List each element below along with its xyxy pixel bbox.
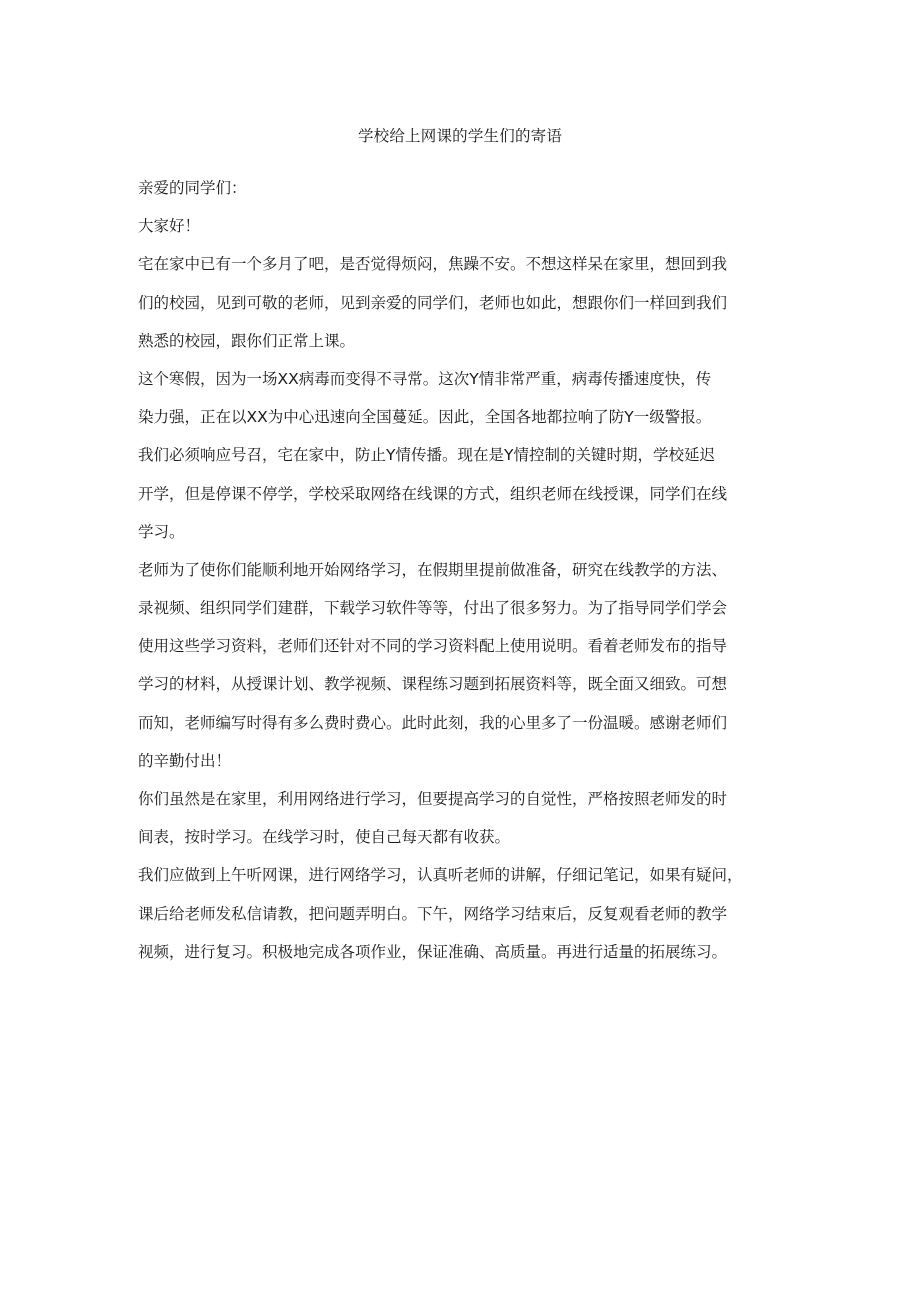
document-body (138, 170, 790, 972)
body-line: 老师为了使你们能顺利地开始网络学习，在假期里提前做准备，研究在线教学的方法、 (138, 560, 728, 579)
body-line: 而知，老师编写时得有多么费时费心。此时此刻，我的心里多了一份温暖。感谢老师们 (138, 713, 728, 732)
body-line: 视频，进行复习。积极地完成各项作业，保证准确、高质量。再进行适量的拓展练习。 (138, 942, 728, 961)
body-line: 的辛勤付出！ (138, 751, 232, 770)
document-title: 学校给上网课的学生们的寄语 (357, 127, 563, 145)
body-line: 宅在家中已有一个多月了吧，是否觉得烦闷，焦躁不安。不想这样呆在家里，想回到我 (138, 255, 728, 274)
body-line: 我们应做到上午听网课，进行网络学习，认真听老师的讲解，仔细记笔记，如果有疑问， (138, 866, 743, 885)
body-line: 你们虽然是在家里，利用网络进行学习，但要提高学习的自觉性，严格按照老师发的时 (138, 790, 728, 808)
body-line: 使用这些学习资料，老师们还针对不同的学习资料配上使用说明。看着老师发布的指导 (138, 637, 728, 656)
body-line: 开学，但是停课不停学，学校采取网络在线课的方式，组织老师在线授课，同学们在线 (138, 484, 728, 503)
body-line: 大家好！ (138, 217, 201, 236)
body-line: 学习的材料，从授课计划、教学视频、课程练习题到拓展资料等，既全面又细致。可想 (138, 675, 728, 694)
body-line: 课后给老师发私信请教，把问题弄明白。下午，网络学习结束后，反复观看老师的教学 (138, 904, 728, 923)
body-line: 们的校园，见到可敬的老师，见到亲爱的同学们，老师也如此，想跟你们一样回到我们 (138, 293, 728, 312)
body-line: 熟悉的校园，跟你们正常上课。 (138, 331, 356, 350)
body-line: 亲爱的同学们： (138, 179, 247, 197)
body-line: 录视频、组织同学们建群，下载学习软件等等，付出了很多努力。为了指导同学们学会 (138, 599, 728, 618)
body-line: 这个寒假，因为一场XX病毒而变得不寻常。这次Y情非常严重，病毒传播速度快，传 (138, 369, 712, 388)
body-line: 染力强，正在以XX为中心迅速向全国蔓延。因此，全国各地都拉响了防Y一级警报。 (138, 408, 712, 427)
body-line: 我们必须响应号召，宅在家中，防止Y情传播。现在是Y情控制的关键时期，学校延迟 (138, 446, 715, 465)
body-line: 学习。 (138, 522, 185, 541)
body-line: 间表，按时学习。在线学习时，使自己每天都有收获。 (138, 828, 511, 847)
